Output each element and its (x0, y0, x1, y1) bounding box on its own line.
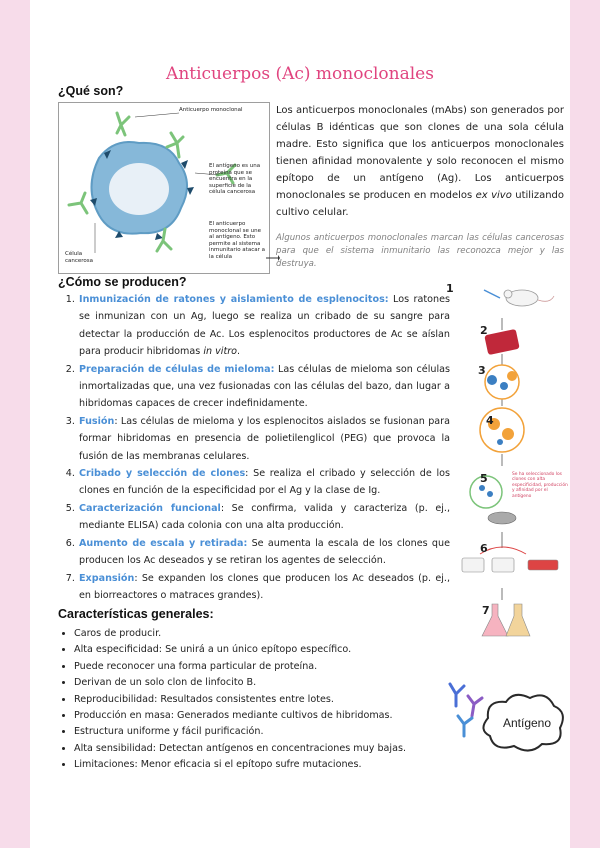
section-heading-how: ¿Cómo se producen? (58, 275, 187, 289)
flow-number: 5 (480, 472, 488, 485)
list-item: 1. Inmunización de ratones y aislamiento de esplenocitos: Los ratones se inmunizan con un Ag, luego se realiza un cribado de su sangre para detectar la producción de Ac. Los esplenocitos productores de Ac se aíslan para producir hibridomas in vitro. (78, 291, 450, 361)
page-title: Anticuerpos (Ac) monoclonales (166, 64, 434, 84)
flow-number: 1 (446, 282, 454, 295)
definition-paragraph: Los anticuerpos monoclonales (mAbs) son generados por células B idénticas que son clones de una sola célula madre. Esto significa que los anticuerpos monoclonales tienen afinidad monovalente y solo reconocen el mismo epítopo de un antígeno (Ag). Los anticuerpos monoclonales se producen en modelos ex vivo utilizando cultivo celular. (276, 105, 565, 218)
list-item: • Reproducibilidad: Resultados consistentes entre lotes. (74, 692, 494, 708)
production-flow-diagram (442, 282, 570, 644)
list-item: 4. Cribado y selección de clones: Se realiza el cribado y selección de los clones en función de la especificidad por el Ag y la clase de Ig. (78, 465, 450, 500)
list-item: 3. Fusión: Las células de mieloma y los esplenocitos aislados se fusionan para formar hibridomas en presencia de polietilenglicol (PEG) que provoca la fusión de las membranas celulares. (78, 413, 450, 465)
label-antibody: Anticuerpo monoclonal (179, 107, 243, 113)
list-item: • Producción en masa: Generados mediante cultivos de hibridomas. (74, 708, 494, 724)
flow-number: 3 (478, 364, 486, 377)
list-item: 2. Preparación de células de mieloma: Las células de mieloma son células inmortalizadas que, una vez fusionadas con las células del bazo, dan lugar a hibridomas capaces de crecer indefinidamente. (78, 361, 450, 413)
list-item: • Limitaciones: Menor eficacia si el epítopo sufre mutaciones. (74, 757, 494, 773)
flow-illustration (442, 282, 570, 644)
figure-caption: Algunos anticuerpos monoclonales marcan las células cancerosas para que el sistema inmunitario las reconozca mejor y las destruya. (276, 233, 564, 269)
document-page (30, 0, 570, 848)
flow-number: 7 (482, 604, 490, 617)
section-heading-features: Características generales: (58, 607, 214, 621)
list-item: 6. Aumento de escala y retirada: Se aumenta la escala de los clones que producen los Ac deseados y se retiran los agentes de selección. (78, 535, 450, 570)
list-item: • Caros de producir. (74, 626, 494, 642)
antibody-cell-figure (58, 102, 270, 274)
label-cell: Célula cancerosa (65, 251, 94, 264)
flow-number: 6 (480, 542, 488, 555)
list-item: 5. Caracterización funcional: Se confirma, valida y caracteriza (p. ej., mediante ELISA) cada colonia con una alta producción. (78, 500, 450, 535)
features-list (60, 626, 494, 774)
list-item: 7. Expansión: Se expanden los clones que producen los Ac deseados (p. ej., en biorreactores o matraces grandes). (78, 570, 450, 605)
list-item: • Estructura uniforme y fácil purificación. (74, 724, 494, 740)
list-item: • Derivan de un solo clon de linfocito B. (74, 675, 494, 691)
list-item: • Alta especificidad: Se unirá a un único epítopo específico. (74, 642, 494, 658)
production-steps-list (60, 291, 450, 604)
list-item: • Puede reconocer una forma particular de proteína. (74, 659, 494, 675)
flow-number: 4 (486, 414, 494, 427)
section-heading-what: ¿Qué son? (58, 84, 124, 98)
label-antigen: El antígeno es una proteína que se encuentra en la superficie de la célula cancerosa (209, 163, 261, 195)
antigen-label: Antígeno (502, 716, 552, 730)
flow-number: 2 (480, 324, 488, 337)
antigen-illustration (442, 676, 570, 766)
flow-note: Se ha seleccionado los clones con alta especificidad, producción y afinidad por el antígeno (512, 472, 568, 499)
label-attached: El anticuerpo monoclonal se une al antígeno. Esto permite al sistema inmunitario atacar a la célula (209, 221, 265, 260)
list-item: • Alta sensibilidad: Detectan antígenos en concentraciones muy bajas. (74, 741, 494, 757)
